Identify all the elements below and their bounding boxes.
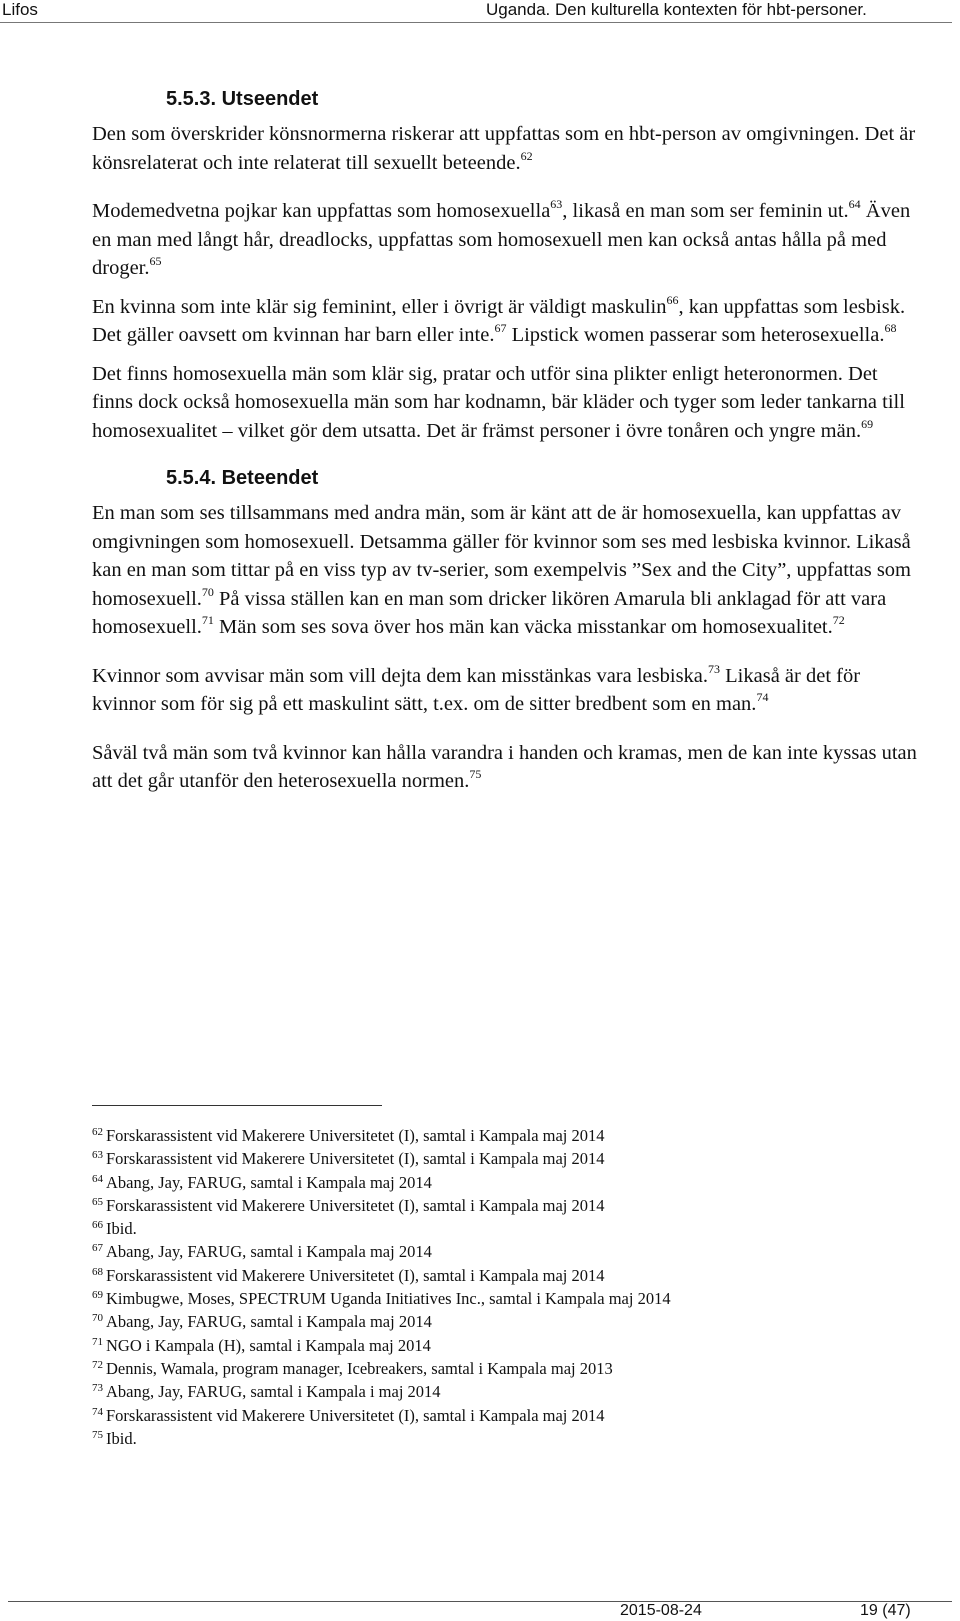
- footnote-ref: 69: [861, 416, 874, 431]
- footnote: $^{63}$ Forskarassistent vid Makerere Universitetet (I), samtal i Kampala maj 2014: [92, 1149, 605, 1169]
- page-footer: [0, 1601, 960, 1621]
- paragraph: Kvinnor som avvisar män som vill dejta dem kan misstänkas vara lesbiska.$^{73}$ Likaså är det för kvinnor som för sig på ett maskulint sätt, t.ex. om de sitter bredbent som en man.$^{74}$: [92, 661, 861, 715]
- footnote: $^{67}$ Abang, Jay, FARUG, samtal i Kampala maj 2014: [92, 1242, 432, 1262]
- section-heading-beteendet: 5.5.4. Beteendet: [166, 467, 319, 489]
- footnotes: [92, 1124, 912, 1450]
- page-header: [0, 0, 960, 22]
- footnote-ref: 65: [149, 254, 162, 268]
- footnote: $^{75}$ Ibid.: [92, 1428, 137, 1448]
- footnote-ref: 63: [550, 197, 563, 211]
- footnote-ref: 72: [832, 613, 845, 627]
- footnote: $^{71}$ NGO i Kampala (H), samtal i Kampala maj 2014: [92, 1335, 431, 1355]
- paragraph: En kvinna som inte klär sig feminint, eller i övrigt är väldigt maskulin$^{66}$, kan uppfattas som lesbisk. Det gäller oavsett om kvinnan har barn eller inte.$^{67}$ Lipstick women passerar som heterosexuella.$^{68}$: [92, 292, 906, 346]
- footnote-ref: 73: [708, 661, 721, 676]
- footnote: $^{64}$ Abang, Jay, FARUG, samtal i Kampala maj 2014: [92, 1172, 432, 1192]
- footer-rule: [8, 1601, 952, 1602]
- footnote: $^{72}$ Dennis, Wamala, program manager, Icebreakers, samtal i Kampala maj 2013: [92, 1358, 613, 1378]
- paragraph: Modemedvetna pojkar kan uppfattas som homosexuella$^{63}$, likaså en man som ser feminin ut.$^{64}$ Även en man med långt hår, dreadlocks, uppfattas som homosexuell men kan också antas hålla på med droger.$^{65}$: [92, 197, 911, 279]
- footnote: $^{66}$ Ibid.: [92, 1219, 137, 1239]
- footnote-ref: 66: [666, 292, 679, 307]
- footnote: $^{69}$ Kimbugwe, Moses, SPECTRUM Uganda Initiatives Inc., samtal i Kampala maj 2014: [92, 1289, 671, 1309]
- footnote: $^{74}$ Forskarassistent vid Makerere Universitetet (I), samtal i Kampala maj 2014: [92, 1405, 605, 1425]
- paragraph: Såväl två män som två kvinnor kan hålla varandra i handen och kramas, men de kan inte kyssas utan att det går utanför den heterosexuella normen.$^{75}$: [92, 741, 917, 792]
- footnote: $^{70}$ Abang, Jay, FARUG, samtal i Kampala maj 2014: [92, 1312, 432, 1332]
- page-number: 19 (47): [860, 1602, 911, 1619]
- footnote-separator: [92, 1105, 382, 1106]
- section-heading-utseendet: 5.5.3. Utseendet: [166, 88, 319, 110]
- footer-date: 2015-08-24: [620, 1602, 702, 1619]
- footnote-ref: 68: [884, 321, 897, 335]
- footnote: $^{65}$ Forskarassistent vid Makerere Universitetet (I), samtal i Kampala maj 2014: [92, 1195, 605, 1215]
- footnote-ref: 67: [494, 321, 507, 335]
- footnote-ref: 62: [520, 148, 533, 163]
- footnote: $^{68}$ Forskarassistent vid Makerere Universitetet (I), samtal i Kampala maj 2014: [92, 1265, 605, 1285]
- footnote-ref: 74: [756, 690, 769, 704]
- footnote: $^{73}$ Abang, Jay, FARUG, samtal i Kampala i maj 2014: [92, 1382, 441, 1402]
- footnote-ref: 75: [469, 767, 482, 781]
- paragraph: Den som överskrider könsnormerna riskerar att uppfattas som en hbt-person av omgivningen. Det är könsrelaterat och inte relaterat till sexuellt beteende.$^{62}$: [92, 123, 916, 174]
- footnote-ref: 64: [848, 197, 861, 211]
- header-rule: [0, 22, 952, 23]
- paragraph: Det finns homosexuella män som klär sig, pratar och utför sina plikter enligt heteronormen. Det finns dock också homosexuella män som har kodnamn, bär kläder och tyger som leder tankarna till homosexualitet – vilket gör dem utsatta. Det är främst personer i övre tonåren och yngre män.$^{69}$: [92, 362, 905, 442]
- footnote-ref: 70: [201, 584, 214, 599]
- footnote-ref: 71: [201, 613, 214, 627]
- document-body: [92, 86, 922, 816]
- footnote: $^{62}$ Forskarassistent vid Makerere Universitetet (I), samtal i Kampala maj 2014: [92, 1126, 605, 1145]
- header-org: Lifos: [2, 0, 38, 19]
- paragraph: En man som ses tillsammans med andra män, som är känt att de är homosexuella, kan uppfattas av omgivningen som homosexuell. Detsamma gäller för kvinnor som ses med lesbiska kvinnor. Likaså kan en man som tittar på en viss typ av tv-serier, som exempelvis ”Sex and the City”, uppfattas som homosexuell.$^{70}$ På vissa ställen kan en man som dricker likören Amarula bli anklagad för att vara homosexuell.$^{71}$ Män som ses sova över hos män kan väcka misstankar om homosexualitet.$^{72}$: [92, 502, 911, 638]
- header-title: Uganda. Den kulturella kontexten för hbt-personer.: [486, 0, 867, 19]
